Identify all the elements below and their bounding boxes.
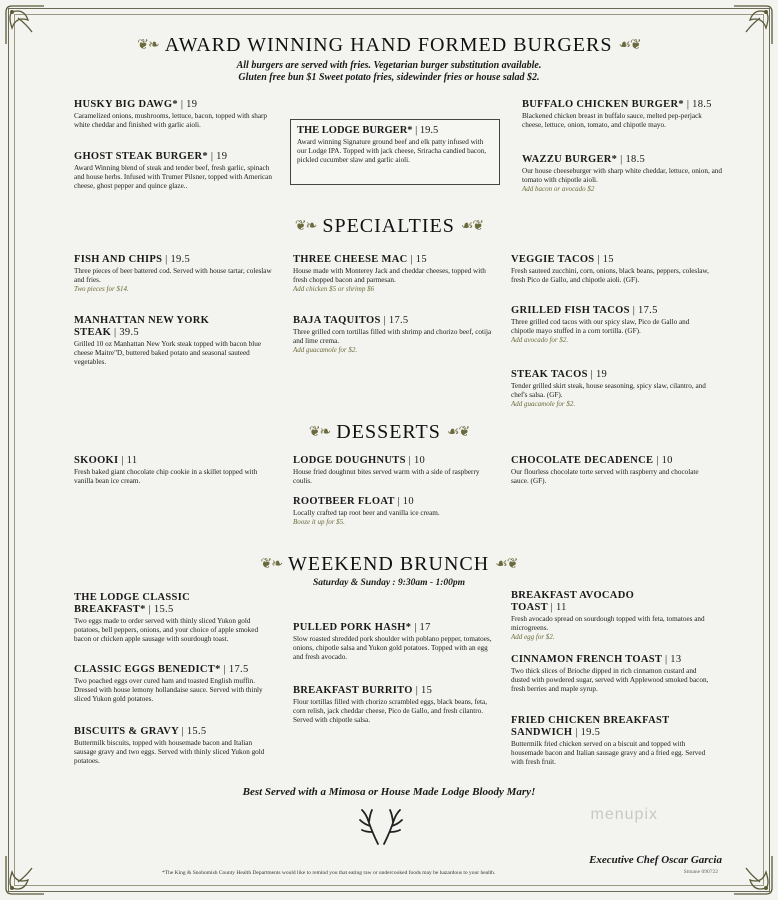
brunch-heading: ❦❧ WEEKEND BRUNCH ☙❦ xyxy=(260,553,518,575)
item-desc: Fresh sauteed zucchini, corn, onions, black beans, peppers, coleslaw, fresh Pico de Gallo, and chipotle aioli. (GF). xyxy=(511,267,709,284)
menu-item xyxy=(74,726,274,766)
item-desc: Our flourless chocolate torte served with raspberry and chocolate sauce. (GF). xyxy=(511,468,699,485)
item-name: PULLED PORK HASH* | 17 xyxy=(293,622,431,633)
item-name: BUFFALO CHICKEN BURGER* | 18.5 xyxy=(522,99,712,110)
item-name: SKOOKI | 11 xyxy=(74,455,138,466)
menu-item xyxy=(511,254,711,285)
item-desc: Fresh avocado spread on sourdough topped with feta, tomatoes and microgreens. xyxy=(511,615,705,632)
item-name: LODGE DOUGHNUTS | 10 xyxy=(293,455,426,466)
item-desc: Buttermilk fried chicken served on a biscuit and topped with housemade bacon and Italian sausage gravy and a fried egg. Served with fresh fruit. xyxy=(511,740,706,766)
menu-item xyxy=(293,455,493,486)
burgers-heading: ❦❧ AWARD WINNING HAND FORMED BURGERS ☙❦ xyxy=(137,34,641,56)
item-note: Add bacon or avocado $2 xyxy=(522,185,595,193)
item-desc: Locally crafted tap root beer and vanilla ice cream. xyxy=(293,509,440,517)
item-desc: Award winning Signature ground beef and elk patty infused with our Lodge IPA. Topped with jack cheese, Sriracha candied bacon, pickled cucumber slaw and garlic aioli. xyxy=(297,138,487,164)
item-name: BREAKFAST BURRITO | 15 xyxy=(293,685,433,696)
item-desc: Fresh baked giant chocolate chip cookie in a skillet topped with vanilla bean ice cream. xyxy=(74,468,258,485)
item-name: THE LODGE CLASSIC BREAKFAST* | 15.5 xyxy=(74,592,190,615)
item-desc: Three grilled corn tortillas filled with shrimp and chorizo beef, cotija and lime crema. xyxy=(293,328,492,345)
item-note: Add egg for $2. xyxy=(511,633,555,641)
item-note: Booze it up for $5. xyxy=(293,518,345,526)
burgers-note-2: Gluten free bun $1 Sweet potato fries, sidewinder fries or house salad $2. xyxy=(238,72,540,83)
burgers-note-1: All burgers are served with fries. Vegetarian burger substitution available. xyxy=(236,60,542,71)
version-code: Stmane 090722 xyxy=(683,869,718,875)
brunch-hours: Saturday & Sunday : 9:30am - 1:00pm xyxy=(312,578,465,588)
watermark: menupix xyxy=(590,806,658,823)
item-name: BISCUITS & GRAVY | 15.5 xyxy=(74,726,207,737)
item-note: Two pieces for $14. xyxy=(74,285,129,293)
item-name: MANHATTAN NEW YORK STEAK | 39.5 xyxy=(74,315,210,338)
item-desc: Our house cheeseburger with sharp white cheddar, lettuce, onion, and tomato with chipotle aioli. xyxy=(522,167,722,184)
item-desc: Two eggs made to order served with thinly sliced Yukon gold potatoes, bell peppers, onions, and your choice of apple smoked bacon or chicken apple sausage with sourdough toast. xyxy=(74,617,259,643)
item-name: BREAKFAST AVOCADO TOAST | 11 xyxy=(511,590,635,613)
item-desc: Three pieces of beer battered cod. Served with house tartar, coleslaw and fries. xyxy=(74,267,272,284)
menu-item xyxy=(511,455,711,486)
item-desc: Caramelized onions, mushrooms, lettuce, bacon, topped with sharp white cheddar and finished with garlic aioli. xyxy=(74,112,268,129)
featured-item-box xyxy=(290,119,500,185)
desserts-heading: ❦❧ DESSERTS ☙❦ xyxy=(308,421,470,443)
item-desc: Buttermilk biscuits, topped with housemade bacon and Italian sausage gravy and two eggs. Served with thinly sliced Yukon gold potatoes. xyxy=(74,739,265,765)
antlers-logo-icon xyxy=(356,806,406,846)
health-warning: *The King & Snohomish County Health Departments would like to remind you that eating raw or undercooked foods may be hazardous to your health. xyxy=(162,870,496,876)
item-name: THREE CHEESE MAC | 15 xyxy=(293,254,427,265)
menu-item xyxy=(511,369,711,409)
item-name: CLASSIC EGGS BENEDICT* | 17.5 xyxy=(74,664,249,675)
item-name: ROOTBEER FLOAT | 10 xyxy=(293,496,414,507)
item-note: Add chicken $5 or shrimp $6 xyxy=(293,285,375,293)
ornament-icon: ☙❦ xyxy=(618,38,641,53)
ornament-icon: ❦❧ xyxy=(260,557,282,572)
item-name: FRIED CHICKEN BREAKFAST SANDWICH | 19.5 xyxy=(511,715,670,738)
menu-item xyxy=(293,685,493,725)
item-name: CHOCOLATE DECADENCE | 10 xyxy=(511,455,673,466)
item-name: VEGGIE TACOS | 15 xyxy=(511,254,614,265)
item-name: WAZZU BURGER* | 18.5 xyxy=(522,154,646,165)
menu-item xyxy=(74,315,274,367)
ornament-icon: ☙❦ xyxy=(495,557,518,572)
chef-credit: Executive Chef Oscar Garcia xyxy=(589,854,722,866)
item-desc: Three grilled cod tacos with our spicy slaw, Pico de Gallo and chipotle mayo stuffed in a corn tortilla. (GF). xyxy=(511,318,690,335)
item-desc: Tender grilled skirt steak, house seasoning, spicy slaw, cilantro, and chef's salsa. (GF). xyxy=(511,382,706,399)
menu-item xyxy=(293,496,493,527)
item-name: BAJA TAQUITOS | 17.5 xyxy=(293,315,409,326)
ornament-icon: ❦❧ xyxy=(308,425,331,440)
ornament-icon: ❦❧ xyxy=(294,219,317,234)
item-desc: House fried doughnut bites served warm with a side of raspberry coulis. xyxy=(293,468,480,485)
item-name: GHOST STEAK BURGER* | 19 xyxy=(74,151,228,162)
specialties-heading: ❦❧ SPECIALTIES ☙❦ xyxy=(294,215,484,237)
tagline: Best Served with a Mimosa or House Made Lodge Bloody Mary! xyxy=(242,786,536,798)
menu-item xyxy=(74,664,274,704)
item-name: STEAK TACOS | 19 xyxy=(511,369,608,380)
menu-item xyxy=(522,154,722,194)
menu-item xyxy=(293,622,493,662)
menu-item xyxy=(74,151,274,191)
corner-flourish-icon xyxy=(730,852,776,898)
item-note: Add guacamole for $2. xyxy=(511,400,576,408)
item-desc: Award Winning blend of steak and tender beef, fresh garlic, spinach and house herbs. Infused with Trumer Pilsner, topped with American cheese, ghost pepper and quince glaze.. xyxy=(74,164,272,190)
menu-item xyxy=(293,315,493,355)
menu-item xyxy=(511,654,711,694)
ornament-icon: ☙❦ xyxy=(460,219,484,234)
corner-flourish-icon xyxy=(2,852,48,898)
item-desc: House made with Monterey Jack and cheddar cheeses, topped with fresh chopped bacon and parmesan. xyxy=(293,267,486,284)
item-name: GRILLED FISH TACOS | 17.5 xyxy=(511,305,658,316)
item-desc: Grilled 10 oz Manhattan New York steak topped with bacon blue cheese Maitre"D, buttered baked potato and seasonal sauteed vegetables. xyxy=(74,340,262,366)
item-name: HUSKY BIG DAWG* | 19 xyxy=(74,99,198,110)
item-note: Add guacamole for $2. xyxy=(293,346,358,354)
menu-item xyxy=(511,305,711,345)
menu-item xyxy=(511,590,711,642)
menu-item xyxy=(74,254,274,294)
menu-item xyxy=(74,99,274,130)
item-name: THE LODGE BURGER* | 19.5 xyxy=(297,125,439,136)
item-desc: Two poached eggs over cured ham and toasted English muffin. Dressed with house lemony hollandaise sauce. Served with thinly sliced Yukon gold potatoes. xyxy=(74,677,263,703)
menu-item xyxy=(511,715,711,767)
ornament-icon: ☙❦ xyxy=(446,425,470,440)
item-desc: Slow roasted shredded pork shoulder with poblano pepper, tomatoes, onions, chipotle salsa and Yukon gold potatoes. Topped with an egg and fresh avocado. xyxy=(293,635,492,661)
menu-item xyxy=(522,99,722,130)
menu-item xyxy=(74,592,274,644)
item-name: FISH AND CHIPS | 19.5 xyxy=(74,254,191,265)
item-note: Add avocado for $2. xyxy=(511,336,569,344)
item-name: CINNAMON FRENCH TOAST | 13 xyxy=(511,654,682,665)
item-desc: Two thick slices of Brioche dipped in rich cinnamon custard and dusted with powdered sugar, served with Applewood smoked bacon, fresh berries and maple syrup. xyxy=(511,667,709,693)
menu-item xyxy=(293,254,493,294)
item-desc: Flour tortillas filled with chorizo scrambled eggs, black beans, feta, corn relish, jack cheddar cheese, Pico de Gallo, and fresh cilantro. Served with chipotle salsa. xyxy=(293,698,488,724)
item-desc: Blackened chicken breast in buffalo sauce, melted pep-perjack cheese, lettuce, onion, tomato, and chipotle mayo. xyxy=(522,112,702,129)
ornament-icon: ❦❧ xyxy=(137,38,159,53)
menu-item xyxy=(74,455,274,486)
